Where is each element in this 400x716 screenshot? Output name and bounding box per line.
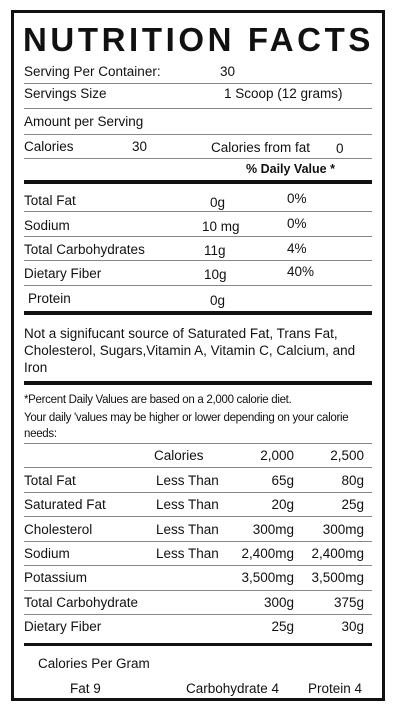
calories-per-gram-protein: Protein 4 — [308, 681, 363, 696]
thick-divider — [24, 643, 372, 646]
nutrient-name: Protein — [28, 291, 71, 306]
nutrient-name: Total Carbohydrates — [24, 242, 145, 257]
reference-value-2500: 300mg — [322, 522, 364, 537]
calories-value: 30 — [132, 139, 148, 154]
nutrient-amount: 10 mg — [202, 219, 240, 234]
thick-divider — [24, 180, 372, 184]
reference-value-2500: 375g — [333, 595, 364, 610]
nutrition-label — [11, 10, 385, 701]
nutrient-daily-value: 40% — [287, 264, 315, 279]
divider — [24, 492, 372, 493]
divider — [24, 590, 372, 591]
divider — [24, 236, 372, 237]
nutrient-amount: 11g — [204, 243, 226, 258]
reference-qualifier: Less Than — [156, 473, 219, 488]
divider — [24, 83, 372, 84]
footnote-calorie-needs: Your daily 'values may be higher or lower depending on your calorie needs: — [24, 412, 349, 440]
divider — [24, 134, 372, 135]
thick-divider — [24, 311, 372, 315]
reference-value-2000: 3,500mg — [241, 570, 294, 585]
calories-from-fat-value: 0 — [336, 141, 344, 156]
divider — [24, 614, 372, 615]
calories-per-gram-label: Calories Per Gram — [38, 656, 150, 671]
divider — [24, 211, 372, 212]
reference-nutrient: Total Fat — [24, 473, 76, 488]
not-significant-note: Not a signifucant source of Saturated Fat, Trans Fat, Cholesterol, Sugars,Vitamin A, Vitamin C, Calcium, and Iron — [24, 326, 356, 375]
divider — [24, 260, 372, 261]
footnote-daily-values: *Percent Daily Values are based on a 2,000 calorie diet. — [24, 394, 292, 406]
nutrient-name: Dietary Fiber — [24, 266, 102, 281]
reference-calories-header: Calories — [154, 448, 204, 463]
reference-nutrient: Potassium — [24, 570, 88, 585]
serving-size-label: Servings Size — [24, 86, 107, 101]
divider — [24, 565, 372, 566]
reference-nutrient: Dietary Fiber — [24, 619, 102, 634]
label-title: NUTRITION FACTS — [23, 21, 374, 58]
calories-from-fat-label: Calories from fat — [211, 140, 311, 155]
serving-size-value: 1 Scoop (12 grams) — [224, 86, 343, 101]
nutrient-name: Sodium — [24, 218, 70, 233]
calories-label: Calories — [24, 139, 74, 154]
reference-2000-header: 2,000 — [260, 448, 294, 463]
reference-nutrient: Total Carbohydrate — [24, 595, 139, 610]
serving-per-container-label: Serving Per Container: — [24, 64, 161, 79]
reference-value-2000: 65g — [271, 473, 294, 488]
divider — [24, 541, 372, 542]
nutrient-daily-value: 0% — [287, 216, 307, 231]
reference-value-2000: 2,400mg — [241, 546, 294, 561]
nutrient-amount: 0g — [210, 293, 226, 308]
serving-per-container-value: 30 — [220, 64, 236, 79]
calories-per-gram-carbohydrate: Carbohydrate 4 — [186, 681, 280, 696]
reference-value-2500: 3,500mg — [311, 570, 364, 585]
nutrient-daily-value: 4% — [287, 241, 307, 256]
reference-value-2500: 2,400mg — [311, 546, 364, 561]
reference-nutrient: Saturated Fat — [24, 497, 106, 512]
reference-qualifier: Less Than — [156, 497, 219, 512]
reference-value-2500: 30g — [341, 619, 364, 634]
reference-value-2000: 20g — [271, 497, 294, 512]
nutrient-amount: 0g — [210, 195, 226, 210]
reference-qualifier: Less Than — [156, 546, 219, 561]
divider — [24, 467, 372, 468]
reference-value-2500: 80g — [341, 473, 364, 488]
nutrient-name: Total Fat — [24, 193, 76, 208]
divider — [24, 108, 372, 109]
reference-value-2000: 300mg — [252, 522, 294, 537]
reference-value-2000: 300g — [263, 595, 294, 610]
reference-value-2500: 25g — [341, 497, 364, 512]
divider — [24, 443, 372, 444]
amount-per-serving-header: Amount per Serving — [24, 114, 144, 129]
daily-value-header: % Daily Value * — [246, 162, 335, 176]
reference-qualifier: Less Than — [156, 522, 219, 537]
divider — [24, 158, 372, 159]
thick-divider — [24, 381, 372, 385]
reference-nutrient: Sodium — [24, 546, 70, 561]
reference-2500-header: 2,500 — [330, 448, 364, 463]
reference-nutrient: Cholesterol — [24, 522, 93, 537]
nutrient-amount: 10g — [204, 267, 227, 282]
divider — [24, 285, 372, 286]
reference-value-2000: 25g — [271, 619, 294, 634]
nutrient-daily-value: 0% — [287, 191, 307, 206]
calories-per-gram-fat: Fat 9 — [70, 681, 101, 696]
divider — [24, 516, 372, 517]
